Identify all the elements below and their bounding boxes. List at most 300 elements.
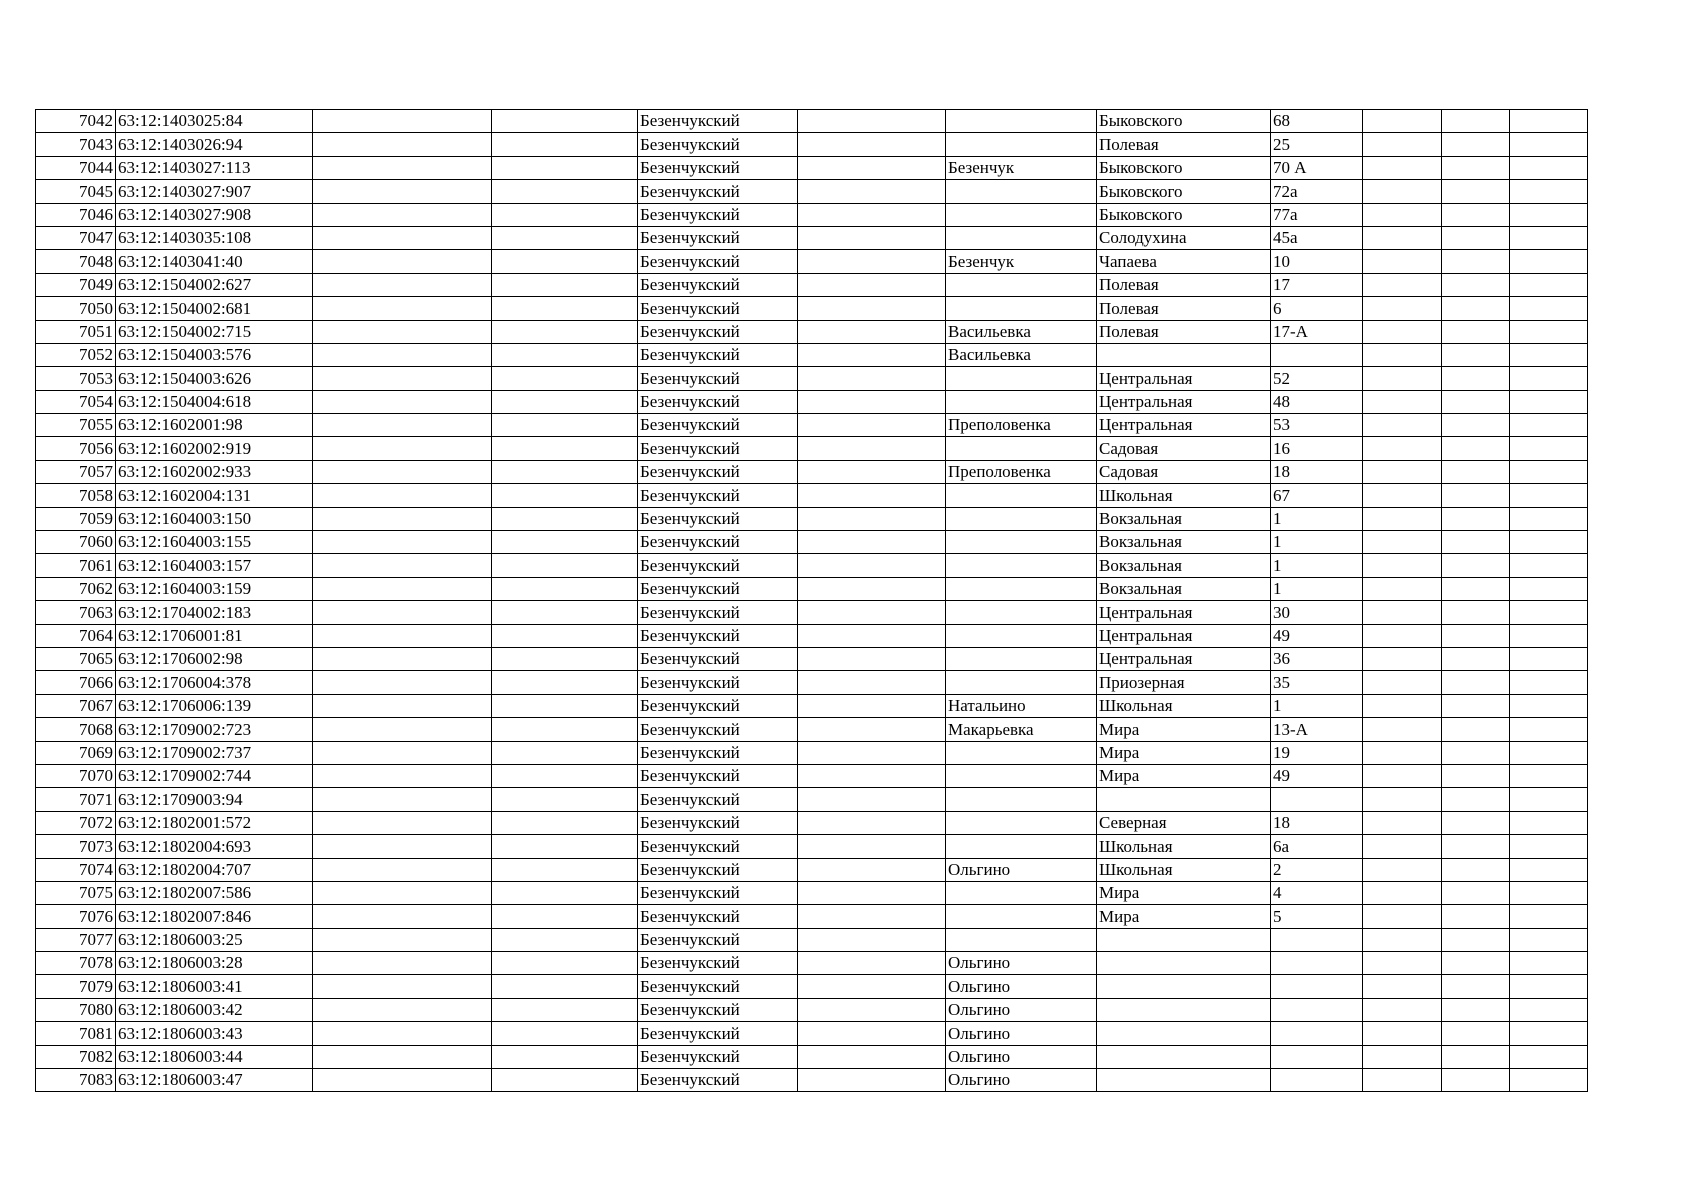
table-row: [36, 133, 1588, 156]
empty-cell: [1363, 577, 1442, 600]
cadastral-number-cell: 63:12:1806003:42: [116, 998, 313, 1021]
empty-cell: [313, 203, 492, 226]
table-row: [36, 975, 1588, 998]
empty-cell: [798, 741, 946, 764]
empty-cell: [1442, 998, 1510, 1021]
table-row: [36, 788, 1588, 811]
empty-cell: [1442, 320, 1510, 343]
district-cell: Безенчукский: [638, 414, 798, 437]
house-cell: 72а: [1271, 180, 1363, 203]
empty-cell: [1442, 484, 1510, 507]
empty-cell: [1363, 952, 1442, 975]
locality-cell: Васильевка: [946, 320, 1097, 343]
row-number-cell: 7075: [36, 881, 116, 904]
empty-cell: [1363, 1069, 1442, 1092]
house-cell: 1: [1271, 554, 1363, 577]
locality-cell: [946, 531, 1097, 554]
empty-cell: [1510, 226, 1588, 249]
street-cell: [1097, 1045, 1271, 1068]
row-number-cell: 7055: [36, 414, 116, 437]
empty-cell: [1510, 110, 1588, 133]
empty-cell: [1363, 156, 1442, 179]
empty-cell: [1510, 577, 1588, 600]
house-cell: 10: [1271, 250, 1363, 273]
empty-cell: [492, 554, 638, 577]
empty-cell: [492, 671, 638, 694]
empty-cell: [492, 975, 638, 998]
district-cell: Безенчукский: [638, 390, 798, 413]
street-cell: Мира: [1097, 764, 1271, 787]
table-row: [36, 952, 1588, 975]
cadastral-number-cell: 63:12:1706001:81: [116, 624, 313, 647]
locality-cell: [946, 273, 1097, 296]
empty-cell: [313, 507, 492, 530]
row-number-cell: 7064: [36, 624, 116, 647]
locality-cell: [946, 226, 1097, 249]
empty-cell: [798, 484, 946, 507]
empty-cell: [1510, 531, 1588, 554]
row-number-cell: 7048: [36, 250, 116, 273]
empty-cell: [1442, 507, 1510, 530]
house-cell: 5: [1271, 905, 1363, 928]
empty-cell: [313, 905, 492, 928]
table-row: [36, 694, 1588, 717]
street-cell: [1097, 928, 1271, 951]
empty-cell: [313, 601, 492, 624]
table-row: [36, 928, 1588, 951]
empty-cell: [492, 507, 638, 530]
empty-cell: [492, 1069, 638, 1092]
cadastral-number-cell: 63:12:1504003:576: [116, 343, 313, 366]
empty-cell: [1363, 460, 1442, 483]
district-cell: Безенчукский: [638, 437, 798, 460]
row-number-cell: 7065: [36, 647, 116, 670]
empty-cell: [1510, 858, 1588, 881]
locality-cell: [946, 577, 1097, 600]
cadastral-number-cell: 63:12:1802001:572: [116, 811, 313, 834]
empty-cell: [1510, 507, 1588, 530]
empty-cell: [1363, 133, 1442, 156]
table-row: [36, 554, 1588, 577]
empty-cell: [1363, 905, 1442, 928]
locality-cell: Ольгино: [946, 1022, 1097, 1045]
empty-cell: [313, 180, 492, 203]
empty-cell: [492, 156, 638, 179]
cadastral-number-cell: 63:12:1806003:25: [116, 928, 313, 951]
empty-cell: [492, 928, 638, 951]
empty-cell: [492, 110, 638, 133]
empty-cell: [1442, 273, 1510, 296]
table-row: [36, 414, 1588, 437]
locality-cell: Ольгино: [946, 1045, 1097, 1068]
empty-cell: [492, 226, 638, 249]
house-cell: 1: [1271, 694, 1363, 717]
district-cell: Безенчукский: [638, 718, 798, 741]
empty-cell: [798, 250, 946, 273]
empty-cell: [492, 320, 638, 343]
empty-cell: [1363, 858, 1442, 881]
street-cell: [1097, 788, 1271, 811]
row-number-cell: 7081: [36, 1022, 116, 1045]
house-cell: 49: [1271, 624, 1363, 647]
empty-cell: [313, 718, 492, 741]
empty-cell: [1363, 835, 1442, 858]
district-cell: Безенчукский: [638, 531, 798, 554]
row-number-cell: 7046: [36, 203, 116, 226]
empty-cell: [313, 952, 492, 975]
table-row: [36, 273, 1588, 296]
table-row: [36, 226, 1588, 249]
cadastral-number-cell: 63:12:1706002:98: [116, 647, 313, 670]
table-row: [36, 507, 1588, 530]
street-cell: Полевая: [1097, 273, 1271, 296]
empty-cell: [1442, 343, 1510, 366]
district-cell: Безенчукский: [638, 320, 798, 343]
district-cell: Безенчукский: [638, 835, 798, 858]
house-cell: 4: [1271, 881, 1363, 904]
empty-cell: [798, 601, 946, 624]
table-row: [36, 624, 1588, 647]
empty-cell: [798, 811, 946, 834]
empty-cell: [1510, 718, 1588, 741]
empty-cell: [1442, 577, 1510, 600]
empty-cell: [492, 414, 638, 437]
empty-cell: [313, 343, 492, 366]
district-cell: Безенчукский: [638, 367, 798, 390]
locality-cell: [946, 601, 1097, 624]
empty-cell: [798, 998, 946, 1021]
empty-cell: [1510, 741, 1588, 764]
street-cell: Вокзальная: [1097, 507, 1271, 530]
locality-cell: [946, 507, 1097, 530]
empty-cell: [492, 624, 638, 647]
district-cell: Безенчукский: [638, 788, 798, 811]
empty-cell: [1510, 1022, 1588, 1045]
row-number-cell: 7069: [36, 741, 116, 764]
empty-cell: [1510, 250, 1588, 273]
empty-cell: [1363, 811, 1442, 834]
table-row: [36, 1045, 1588, 1068]
row-number-cell: 7047: [36, 226, 116, 249]
cadastral-number-cell: 63:12:1802007:846: [116, 905, 313, 928]
empty-cell: [1442, 905, 1510, 928]
street-cell: Чапаева: [1097, 250, 1271, 273]
empty-cell: [1363, 250, 1442, 273]
row-number-cell: 7059: [36, 507, 116, 530]
cadastral-number-cell: 63:12:1504003:626: [116, 367, 313, 390]
district-cell: Безенчукский: [638, 647, 798, 670]
district-cell: Безенчукский: [638, 577, 798, 600]
row-number-cell: 7043: [36, 133, 116, 156]
house-cell: 36: [1271, 647, 1363, 670]
cadastral-number-cell: 63:12:1403026:94: [116, 133, 313, 156]
empty-cell: [1363, 928, 1442, 951]
street-cell: Полевая: [1097, 320, 1271, 343]
empty-cell: [1442, 624, 1510, 647]
empty-cell: [492, 1045, 638, 1068]
row-number-cell: 7077: [36, 928, 116, 951]
house-cell: 53: [1271, 414, 1363, 437]
cadastral-number-cell: 63:12:1704002:183: [116, 601, 313, 624]
district-cell: Безенчукский: [638, 952, 798, 975]
empty-cell: [313, 881, 492, 904]
district-cell: Безенчукский: [638, 460, 798, 483]
district-cell: Безенчукский: [638, 250, 798, 273]
empty-cell: [313, 297, 492, 320]
district-cell: Безенчукский: [638, 1045, 798, 1068]
empty-cell: [798, 554, 946, 577]
district-cell: Безенчукский: [638, 203, 798, 226]
locality-cell: [946, 110, 1097, 133]
locality-cell: [946, 811, 1097, 834]
district-cell: Безенчукский: [638, 741, 798, 764]
empty-cell: [492, 577, 638, 600]
empty-cell: [492, 250, 638, 273]
empty-cell: [798, 952, 946, 975]
locality-cell: [946, 554, 1097, 577]
empty-cell: [798, 1069, 946, 1092]
empty-cell: [798, 460, 946, 483]
locality-cell: Ольгино: [946, 1069, 1097, 1092]
table-row: [36, 460, 1588, 483]
street-cell: Центральная: [1097, 647, 1271, 670]
empty-cell: [1510, 928, 1588, 951]
row-number-cell: 7082: [36, 1045, 116, 1068]
empty-cell: [1510, 343, 1588, 366]
empty-cell: [1510, 764, 1588, 787]
empty-cell: [1363, 437, 1442, 460]
house-cell: 68: [1271, 110, 1363, 133]
row-number-cell: 7072: [36, 811, 116, 834]
empty-cell: [1510, 835, 1588, 858]
row-number-cell: 7074: [36, 858, 116, 881]
house-cell: 52: [1271, 367, 1363, 390]
empty-cell: [1442, 601, 1510, 624]
locality-cell: [946, 835, 1097, 858]
locality-cell: Безенчук: [946, 156, 1097, 179]
locality-cell: [946, 133, 1097, 156]
house-cell: [1271, 975, 1363, 998]
table-row: [36, 811, 1588, 834]
empty-cell: [1510, 881, 1588, 904]
empty-cell: [1442, 1045, 1510, 1068]
cadastral-number-cell: 63:12:1802004:707: [116, 858, 313, 881]
cadastral-number-cell: 63:12:1709003:94: [116, 788, 313, 811]
cadastral-number-cell: 63:12:1604003:155: [116, 531, 313, 554]
district-cell: Безенчукский: [638, 764, 798, 787]
empty-cell: [1510, 273, 1588, 296]
empty-cell: [313, 694, 492, 717]
empty-cell: [1363, 180, 1442, 203]
locality-cell: [946, 367, 1097, 390]
table-row: [36, 905, 1588, 928]
empty-cell: [1510, 156, 1588, 179]
district-cell: Безенчукский: [638, 180, 798, 203]
empty-cell: [798, 367, 946, 390]
empty-cell: [492, 858, 638, 881]
empty-cell: [492, 881, 638, 904]
empty-cell: [492, 531, 638, 554]
empty-cell: [798, 226, 946, 249]
empty-cell: [1363, 531, 1442, 554]
empty-cell: [1363, 764, 1442, 787]
empty-cell: [1363, 788, 1442, 811]
empty-cell: [1363, 647, 1442, 670]
table-row: [36, 367, 1588, 390]
empty-cell: [798, 273, 946, 296]
empty-cell: [1442, 858, 1510, 881]
table-row: [36, 531, 1588, 554]
empty-cell: [798, 133, 946, 156]
empty-cell: [492, 952, 638, 975]
empty-cell: [313, 414, 492, 437]
empty-cell: [492, 741, 638, 764]
empty-cell: [313, 788, 492, 811]
street-cell: Полевая: [1097, 297, 1271, 320]
empty-cell: [1442, 811, 1510, 834]
empty-cell: [492, 764, 638, 787]
house-cell: 19: [1271, 741, 1363, 764]
cadastral-number-cell: 63:12:1806003:28: [116, 952, 313, 975]
empty-cell: [798, 437, 946, 460]
house-cell: [1271, 1045, 1363, 1068]
cadastral-number-cell: 63:12:1504002:715: [116, 320, 313, 343]
locality-cell: Макарьевка: [946, 718, 1097, 741]
street-cell: Центральная: [1097, 601, 1271, 624]
empty-cell: [1442, 180, 1510, 203]
empty-cell: [492, 297, 638, 320]
empty-cell: [1510, 671, 1588, 694]
empty-cell: [492, 484, 638, 507]
house-cell: 18: [1271, 460, 1363, 483]
empty-cell: [798, 203, 946, 226]
empty-cell: [1442, 367, 1510, 390]
empty-cell: [798, 110, 946, 133]
street-cell: Полевая: [1097, 133, 1271, 156]
empty-cell: [492, 273, 638, 296]
street-cell: Центральная: [1097, 624, 1271, 647]
row-number-cell: 7051: [36, 320, 116, 343]
house-cell: 30: [1271, 601, 1363, 624]
street-cell: Мира: [1097, 881, 1271, 904]
empty-cell: [1442, 1022, 1510, 1045]
district-cell: Безенчукский: [638, 858, 798, 881]
empty-cell: [492, 133, 638, 156]
row-number-cell: 7080: [36, 998, 116, 1021]
street-cell: [1097, 952, 1271, 975]
empty-cell: [798, 624, 946, 647]
empty-cell: [313, 811, 492, 834]
empty-cell: [798, 928, 946, 951]
empty-cell: [313, 484, 492, 507]
empty-cell: [313, 226, 492, 249]
row-number-cell: 7063: [36, 601, 116, 624]
empty-cell: [1510, 390, 1588, 413]
row-number-cell: 7083: [36, 1069, 116, 1092]
house-cell: 45а: [1271, 226, 1363, 249]
empty-cell: [313, 671, 492, 694]
empty-cell: [492, 998, 638, 1021]
empty-cell: [313, 975, 492, 998]
locality-cell: [946, 928, 1097, 951]
cadastral-number-cell: 63:12:1802007:586: [116, 881, 313, 904]
house-cell: 25: [1271, 133, 1363, 156]
house-cell: [1271, 788, 1363, 811]
empty-cell: [798, 671, 946, 694]
street-cell: Садовая: [1097, 460, 1271, 483]
district-cell: Безенчукский: [638, 273, 798, 296]
empty-cell: [798, 531, 946, 554]
row-number-cell: 7044: [36, 156, 116, 179]
cadastral-number-cell: 63:12:1806003:43: [116, 1022, 313, 1045]
empty-cell: [798, 1045, 946, 1068]
table-row: [36, 437, 1588, 460]
empty-cell: [313, 624, 492, 647]
street-cell: Вокзальная: [1097, 577, 1271, 600]
row-number-cell: 7073: [36, 835, 116, 858]
cadastral-number-cell: 63:12:1602002:919: [116, 437, 313, 460]
house-cell: [1271, 928, 1363, 951]
locality-cell: Ольгино: [946, 975, 1097, 998]
locality-cell: Преполовенка: [946, 414, 1097, 437]
empty-cell: [1442, 928, 1510, 951]
empty-cell: [492, 180, 638, 203]
table-row: [36, 1022, 1588, 1045]
cadastral-number-cell: 63:12:1504002:627: [116, 273, 313, 296]
street-cell: Быковского: [1097, 110, 1271, 133]
locality-cell: [946, 647, 1097, 670]
district-cell: Безенчукский: [638, 1069, 798, 1092]
empty-cell: [798, 297, 946, 320]
district-cell: Безенчукский: [638, 998, 798, 1021]
house-cell: 1: [1271, 531, 1363, 554]
empty-cell: [1442, 133, 1510, 156]
table-row: [36, 320, 1588, 343]
empty-cell: [1363, 484, 1442, 507]
table-row: [36, 297, 1588, 320]
district-cell: Безенчукский: [638, 1022, 798, 1045]
street-cell: Садовая: [1097, 437, 1271, 460]
locality-cell: [946, 180, 1097, 203]
street-cell: Школьная: [1097, 694, 1271, 717]
table-row: [36, 110, 1588, 133]
cadastral-number-cell: 63:12:1604003:159: [116, 577, 313, 600]
empty-cell: [1442, 297, 1510, 320]
empty-cell: [1363, 110, 1442, 133]
street-cell: Центральная: [1097, 414, 1271, 437]
empty-cell: [1363, 273, 1442, 296]
empty-cell: [1442, 718, 1510, 741]
cadastral-number-cell: 63:12:1604003:157: [116, 554, 313, 577]
empty-cell: [1442, 881, 1510, 904]
house-cell: 16: [1271, 437, 1363, 460]
empty-cell: [492, 437, 638, 460]
row-number-cell: 7061: [36, 554, 116, 577]
row-number-cell: 7049: [36, 273, 116, 296]
empty-cell: [313, 437, 492, 460]
street-cell: Школьная: [1097, 835, 1271, 858]
row-number-cell: 7071: [36, 788, 116, 811]
cadastral-number-cell: 63:12:1709002:737: [116, 741, 313, 764]
empty-cell: [1363, 718, 1442, 741]
house-cell: 77а: [1271, 203, 1363, 226]
street-cell: Мира: [1097, 741, 1271, 764]
district-cell: Безенчукский: [638, 601, 798, 624]
table-row: [36, 156, 1588, 179]
empty-cell: [1442, 437, 1510, 460]
street-cell: Школьная: [1097, 858, 1271, 881]
empty-cell: [1442, 390, 1510, 413]
